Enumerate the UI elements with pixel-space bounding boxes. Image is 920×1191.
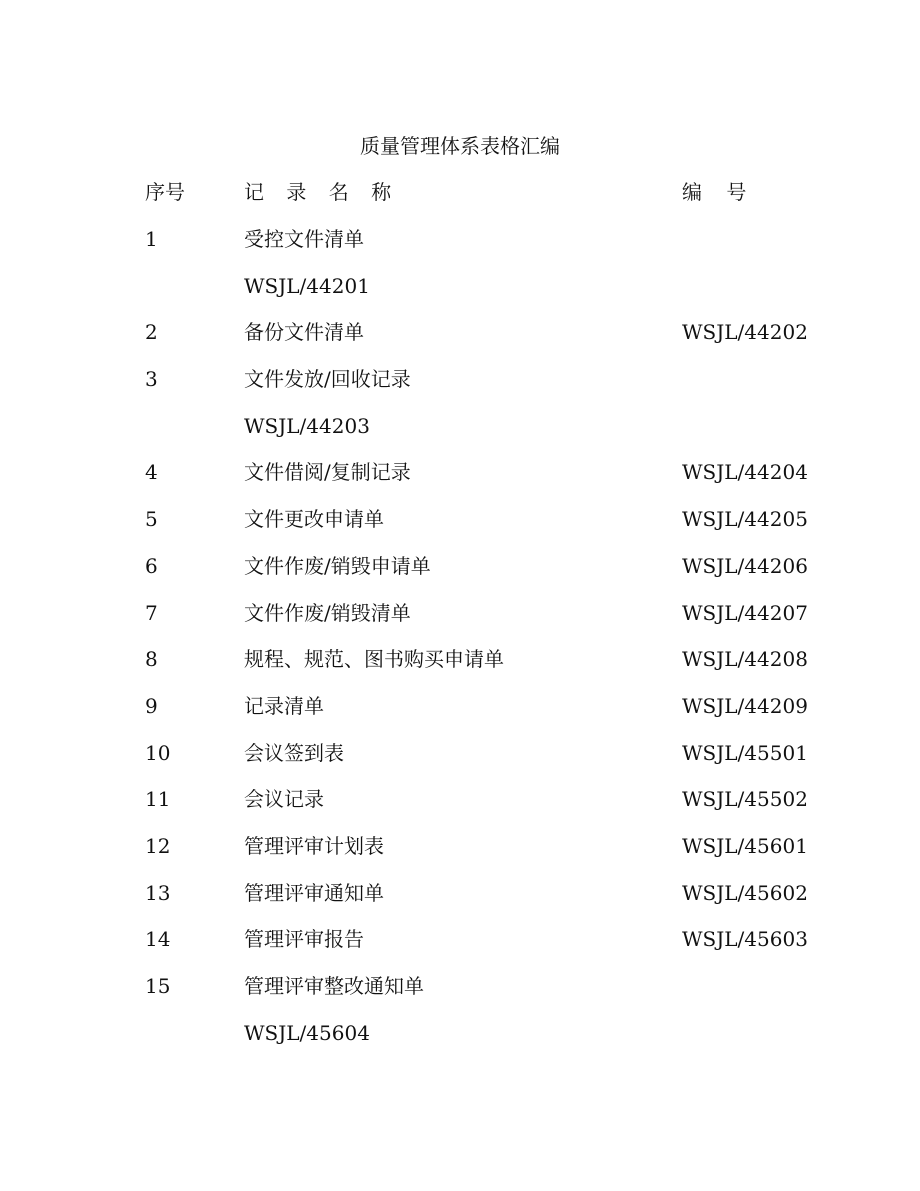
table-row — [0, 599, 920, 646]
row-number: 9 — [145, 693, 158, 718]
header-record-name: 记 录 名 称 — [244, 180, 400, 204]
row-number: 14 — [145, 927, 171, 952]
row-code: WSJL/44202 — [682, 320, 808, 345]
table-row — [0, 552, 920, 599]
row-code: WSJL/44204 — [682, 460, 808, 485]
document-title: 质量管理体系表格汇编 — [360, 134, 560, 158]
row-number: 2 — [145, 320, 158, 345]
row-record-name: WSJL/44201 — [244, 273, 370, 298]
row-code: WSJL/45601 — [682, 833, 808, 858]
row-number: 3 — [145, 367, 158, 392]
table-row — [0, 879, 920, 926]
row-record-name: 管理评审通知单 — [244, 880, 384, 905]
row-record-name: 记录清单 — [244, 693, 324, 718]
row-record-name: 文件借阅/复制记录 — [244, 460, 411, 485]
table-row — [0, 505, 920, 552]
table-row — [0, 972, 920, 1019]
row-record-name: 管理评审报告 — [244, 927, 364, 952]
table-row — [0, 739, 920, 786]
row-number: 10 — [145, 740, 171, 765]
row-record-name: 规程、规范、图书购买申请单 — [244, 647, 504, 672]
header-code: 编 号 — [682, 180, 756, 204]
row-number: 1 — [145, 227, 158, 251]
table-row — [0, 1019, 920, 1066]
row-number: 4 — [145, 460, 158, 485]
table-row — [0, 458, 920, 505]
table-row — [0, 365, 920, 412]
row-record-name: 管理评审整改通知单 — [244, 974, 424, 998]
record-list — [0, 225, 920, 1065]
table-row — [0, 318, 920, 365]
row-number: 15 — [145, 974, 171, 998]
table-row — [0, 645, 920, 692]
row-code: WSJL/44209 — [682, 693, 808, 718]
row-number: 11 — [145, 787, 171, 812]
table-row — [0, 692, 920, 739]
row-code: WSJL/45603 — [682, 927, 808, 952]
table-row — [0, 832, 920, 879]
row-code: WSJL/44206 — [682, 553, 808, 578]
table-header — [0, 178, 920, 206]
row-code: WSJL/44205 — [682, 507, 808, 532]
row-record-name: 会议记录 — [244, 787, 324, 812]
header-number: 序号 — [145, 180, 185, 204]
row-number: 8 — [145, 647, 158, 672]
row-record-name: 文件作废/销毁清单 — [244, 600, 411, 625]
table-row — [0, 412, 920, 459]
row-number: 5 — [145, 507, 158, 532]
row-record-name: WSJL/44203 — [244, 413, 370, 438]
table-row — [0, 225, 920, 272]
row-number: 12 — [145, 833, 171, 858]
row-record-name: 受控文件清单 — [244, 227, 364, 251]
row-number: 13 — [145, 880, 171, 905]
table-row — [0, 785, 920, 832]
row-record-name: 管理评审计划表 — [244, 833, 384, 858]
row-record-name: 文件作废/销毁申请单 — [244, 553, 431, 578]
row-record-name: 会议签到表 — [244, 740, 344, 765]
table-row — [0, 272, 920, 319]
row-record-name: WSJL/45604 — [244, 1020, 370, 1045]
row-code: WSJL/45502 — [682, 787, 808, 812]
row-number: 6 — [145, 553, 158, 578]
row-code: WSJL/44208 — [682, 647, 808, 672]
row-code: WSJL/44207 — [682, 600, 808, 625]
row-record-name: 备份文件清单 — [244, 320, 364, 345]
table-row — [0, 925, 920, 972]
row-record-name: 文件发放/回收记录 — [244, 367, 411, 392]
row-record-name: 文件更改申请单 — [244, 507, 384, 532]
row-code: WSJL/45602 — [682, 880, 808, 905]
row-code: WSJL/45501 — [682, 740, 808, 765]
row-number: 7 — [145, 600, 158, 625]
